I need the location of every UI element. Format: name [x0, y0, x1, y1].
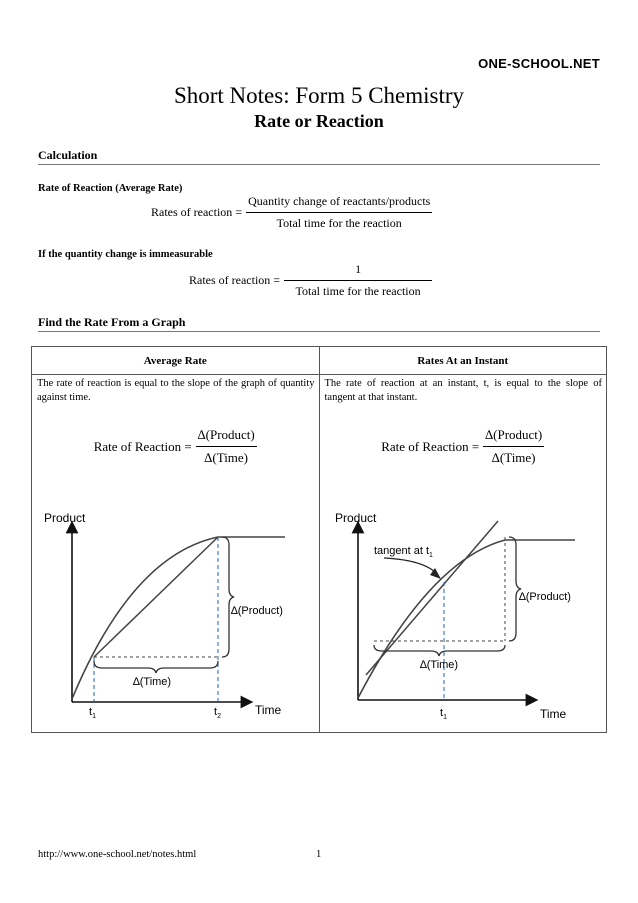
- page-subtitle: Rate or Reaction: [254, 111, 384, 131]
- formula-numerator: ∆(Product): [483, 427, 544, 447]
- formula-average-rate: [151, 194, 432, 231]
- formula-lhs: Rate of Reaction =: [93, 438, 192, 454]
- average-rate-graph: [32, 465, 319, 727]
- y-axis-label: Product: [334, 511, 376, 525]
- delta-time-label: ∆(Time): [419, 659, 458, 671]
- formula-lhs: Rates of reaction =: [189, 273, 281, 287]
- calculation-heading: Calculation: [38, 148, 600, 165]
- instant-rate-cell: [319, 375, 607, 733]
- column-header-instant-rate: Rates At an Instant: [319, 347, 607, 375]
- delta-product-brace: [509, 537, 521, 641]
- site-name: ONE-SCHOOL.NET: [478, 56, 600, 71]
- average-rate-label: Rate of Reaction (Average Rate): [38, 183, 183, 194]
- formula-lhs: Rate of Reaction =: [381, 438, 480, 454]
- t2-label: $t_2$: [214, 706, 221, 720]
- average-rate-formula: [32, 427, 319, 466]
- instant-rate-description: The rate of reaction at an instant, t, is equal to the slope of tangent at that instant.: [324, 378, 602, 403]
- product-curve: [72, 537, 285, 699]
- delta-product-label: ∆(Product): [231, 605, 283, 617]
- formula-numerator: Quantity change of reactants/products: [246, 194, 432, 213]
- delta-product-brace: [222, 537, 234, 657]
- x-axis-label: Time: [539, 707, 566, 721]
- formula-denominator: Total time for the reaction: [276, 216, 402, 230]
- delta-time-label: ∆(Time): [133, 676, 172, 688]
- x-axis-label: Time: [255, 703, 282, 717]
- formula-fraction: [284, 262, 432, 299]
- footer-url: http://www.one-school.net/notes.html: [38, 849, 197, 860]
- page-title: Short Notes: Form 5 Chemistry: [173, 83, 465, 108]
- instant-rate-formula: [320, 427, 607, 466]
- instant-rate-graph: [320, 465, 607, 727]
- t1-label: $t_1$: [439, 707, 447, 721]
- delta-time-brace: [94, 661, 218, 673]
- product-curve: [358, 540, 575, 698]
- average-rate-description: The rate of reaction is equal to the slope of the graph of quantity against time.: [37, 378, 315, 403]
- secant-line: [94, 537, 218, 657]
- formula-fraction: [246, 194, 432, 231]
- immeasurable-label: If the quantity change is immeasurable: [38, 249, 213, 260]
- delta-product-label: ∆(Product): [518, 591, 571, 603]
- column-header-average-rate: Average Rate: [32, 347, 320, 375]
- rate-table: [31, 346, 607, 733]
- formula-immeasurable: [189, 262, 432, 299]
- formula-fraction: [483, 427, 544, 466]
- formula-denominator: ∆(Time): [204, 450, 249, 465]
- formula-fraction: [196, 427, 257, 466]
- delta-time-brace: [374, 645, 505, 656]
- tangent-label: tangent at $t_1$: [373, 545, 433, 559]
- tangent-pointer-arrow: [384, 558, 438, 575]
- t1-label: $t_1$: [89, 706, 96, 720]
- formula-lhs: Rates of reaction =: [151, 205, 243, 219]
- graph-section-heading: Find the Rate From a Graph: [38, 315, 600, 332]
- formula-numerator: 1: [284, 262, 432, 281]
- formula-denominator: ∆(Time): [491, 450, 536, 465]
- formula-numerator: ∆(Product): [196, 427, 257, 447]
- average-rate-cell: [32, 375, 320, 733]
- page-number: 1: [316, 849, 322, 860]
- formula-denominator: Total time for the reaction: [295, 284, 421, 298]
- y-axis-label: Product: [44, 511, 86, 525]
